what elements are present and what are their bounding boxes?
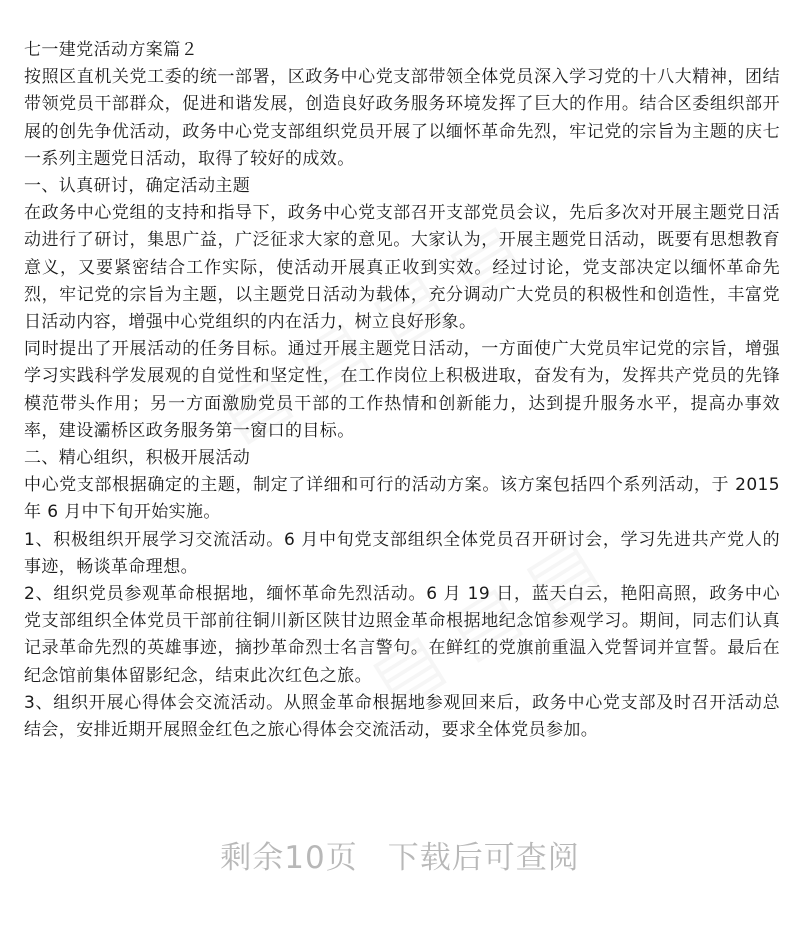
section-heading-2: 二、精心组织，积极开展活动 bbox=[24, 448, 251, 469]
list-item: 2、组织党员参观革命根据地，缅怀革命先烈活动。6 月 19 日，蓝天白云，艳阳高照，政务中心党支部组织全体党员干部前往铜川新区陕甘边照金革命根据地纪念馆参观学习。期间，同志们认真记录革命先烈的英雄事迹，摘抄革命烈士名言警句。在鲜红的党旗前重温入党誓词并宣誓。最后在纪念馆前集体留影纪念，结束此次红色之旅。 bbox=[24, 584, 780, 686]
document-title: 七一建党活动方案篇２ bbox=[24, 40, 198, 60]
download-to-view-label[interactable]: 下载后可查阅 bbox=[387, 840, 580, 876]
list-item: 3、组织开展心得体会交流活动。从照金革命根据地参观回来后，政务中心党支部及时召开活动总结会，安排近期开展照金红色之旅心得体会交流活动，要求全体党员参加。 bbox=[24, 692, 780, 741]
paragraph: 在政务中心党组的支持和指导下，政务中心党支部召开支部党员会议，先后多次对开展主题党日活动进行了研讨，集思广益，广泛征求大家的意见。大家认为，开展主题党日活动，既要有思想教育意义，又要紧密结合工作实际，使活动开展真正收到实效。经过讨论，党支部决定以缅怀革命先烈，牢记党的宗旨为主题，以主题党日活动为载体，充分调动广大党员的积极性和创造性，丰富党日活动内容，增强中心党组织的内在活力，树立良好形象。 bbox=[24, 203, 780, 333]
document-body bbox=[24, 37, 780, 744]
list-item: 1、积极组织开展学习交流活动。6 月中旬党支部组织全体党员召开研讨会，学习先进共产党人的事迹，畅谈革命理想。 bbox=[24, 529, 780, 577]
paragraph: 中心党支部根据确定的主题，制定了详细和可行的活动方案。该方案包括四个系列活动，于 2015 年 6 月中下旬开始实施。 bbox=[24, 475, 780, 523]
remaining-pages-label: 剩余10页 bbox=[220, 840, 358, 876]
paragraph-intro: 按照区直机关党工委的统一部署，区政务中心党支部带领全体党员深入学习党的十八大精神，团结带领党员干部群众，促进和谐发展，创造良好政务服务环境发挥了巨大的作用。结合区委组织部开展的创先争优活动，政务中心党支部组织党员开展了以缅怀革命先烈，牢记党的宗旨为主题的庆七一系列主题党日活动，取得了较好的成效。 bbox=[24, 67, 780, 169]
section-heading-1: 一、认真研讨，确定活动主题 bbox=[24, 176, 251, 197]
paragraph: 同时提出了开展活动的任务目标。通过开展主题党日活动，一方面使广大党员牢记党的宗旨，增强学习实践科学发展观的自觉性和坚定性，在工作岗位上积极进取，奋发有为，发挥共产党员的先锋模范带头作用；另一方面激励党员干部的工作热情和创新能力，达到提升服务水平，提高办事效率，建设灞桥区政务服务第一窗口的目标。 bbox=[24, 339, 780, 441]
download-prompt[interactable] bbox=[0, 832, 800, 877]
